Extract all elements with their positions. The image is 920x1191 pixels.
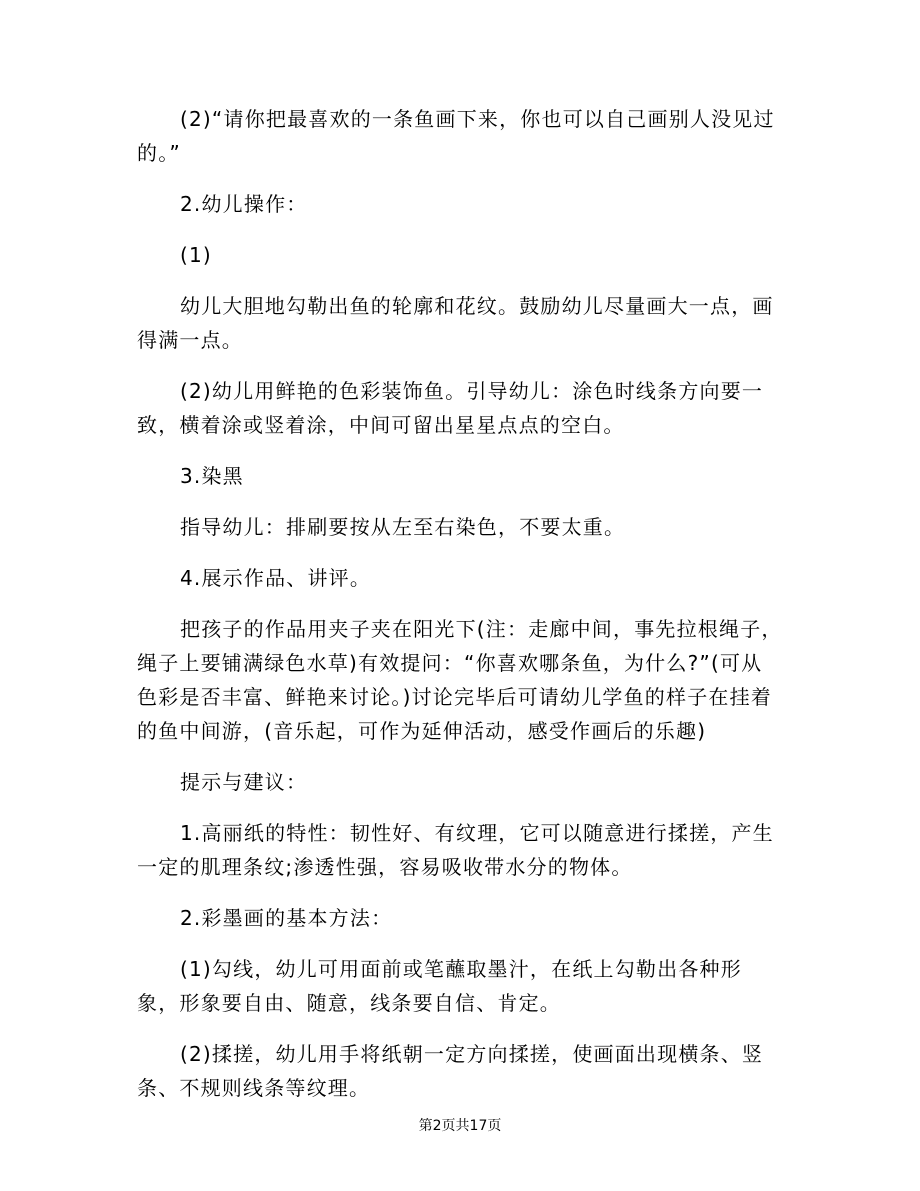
heading-basic-methods: 2.彩墨画的基本方法：	[180, 906, 393, 930]
heading-dye-black: 3.染黑	[180, 464, 244, 488]
list-marker-1: (1)	[180, 243, 212, 267]
paragraph-rub-method: (2)揉搓，幼儿用手将纸朝一定方向揉搓，使画面出现横条、竖条、不规则线条等纹理。	[137, 1042, 764, 1100]
paragraph-paper-properties: 1.高丽纸的特性：韧性好、有纹理，它可以随意进行揉搓，产生一定的肌理条纹;渗透性强，容易吸收带水分的物体。	[137, 821, 774, 879]
heading-display-works: 4.展示作品、讲评。	[180, 566, 372, 590]
paragraph-dye-guidance: 指导幼儿：排刷要按从左至右染色，不要太重。	[180, 515, 626, 539]
document-body	[137, 102, 783, 1105]
paragraph-display-details: 把孩子的作品用夹子夹在阳光下(注：走廊中间，事先拉根绳子，绳子上要铺满绿色水草)有效提问：“你喜欢哪条鱼，为什么?”(可从色彩是否丰富、鲜艳来讨论。)讨论完毕后可请幼儿学鱼的样子在挂着的鱼中间游，(音乐起，可作为延伸活动，感受作画后的乐趣)	[137, 617, 783, 743]
page-number-footer: 第2页共17页	[418, 1118, 502, 1134]
paragraph-outline-method: (1)勾线，幼儿可用面前或笔蘸取墨汁，在纸上勾勒出各种形象，形象要自由、随意，线条要自信、肯定。	[137, 957, 742, 1015]
paragraph-quote-instruction: (2)“请你把最喜欢的一条鱼画下来，你也可以自己画别人没见过的。”	[137, 107, 775, 165]
paragraph-outline-drawing: 幼儿大胆地勾勒出鱼的轮廓和花纹。鼓励幼儿尽量画大一点，画得满一点。	[137, 294, 774, 352]
heading-child-operation: 2.幼儿操作：	[180, 192, 308, 216]
heading-tips: 提示与建议：	[180, 770, 308, 794]
paragraph-color-decoration: (2)幼儿用鲜艳的色彩装饰鱼。引导幼儿：涂色时线条方向要一致，横着涂或竖着涂，中间可留出星星点点的空白。	[137, 379, 764, 437]
